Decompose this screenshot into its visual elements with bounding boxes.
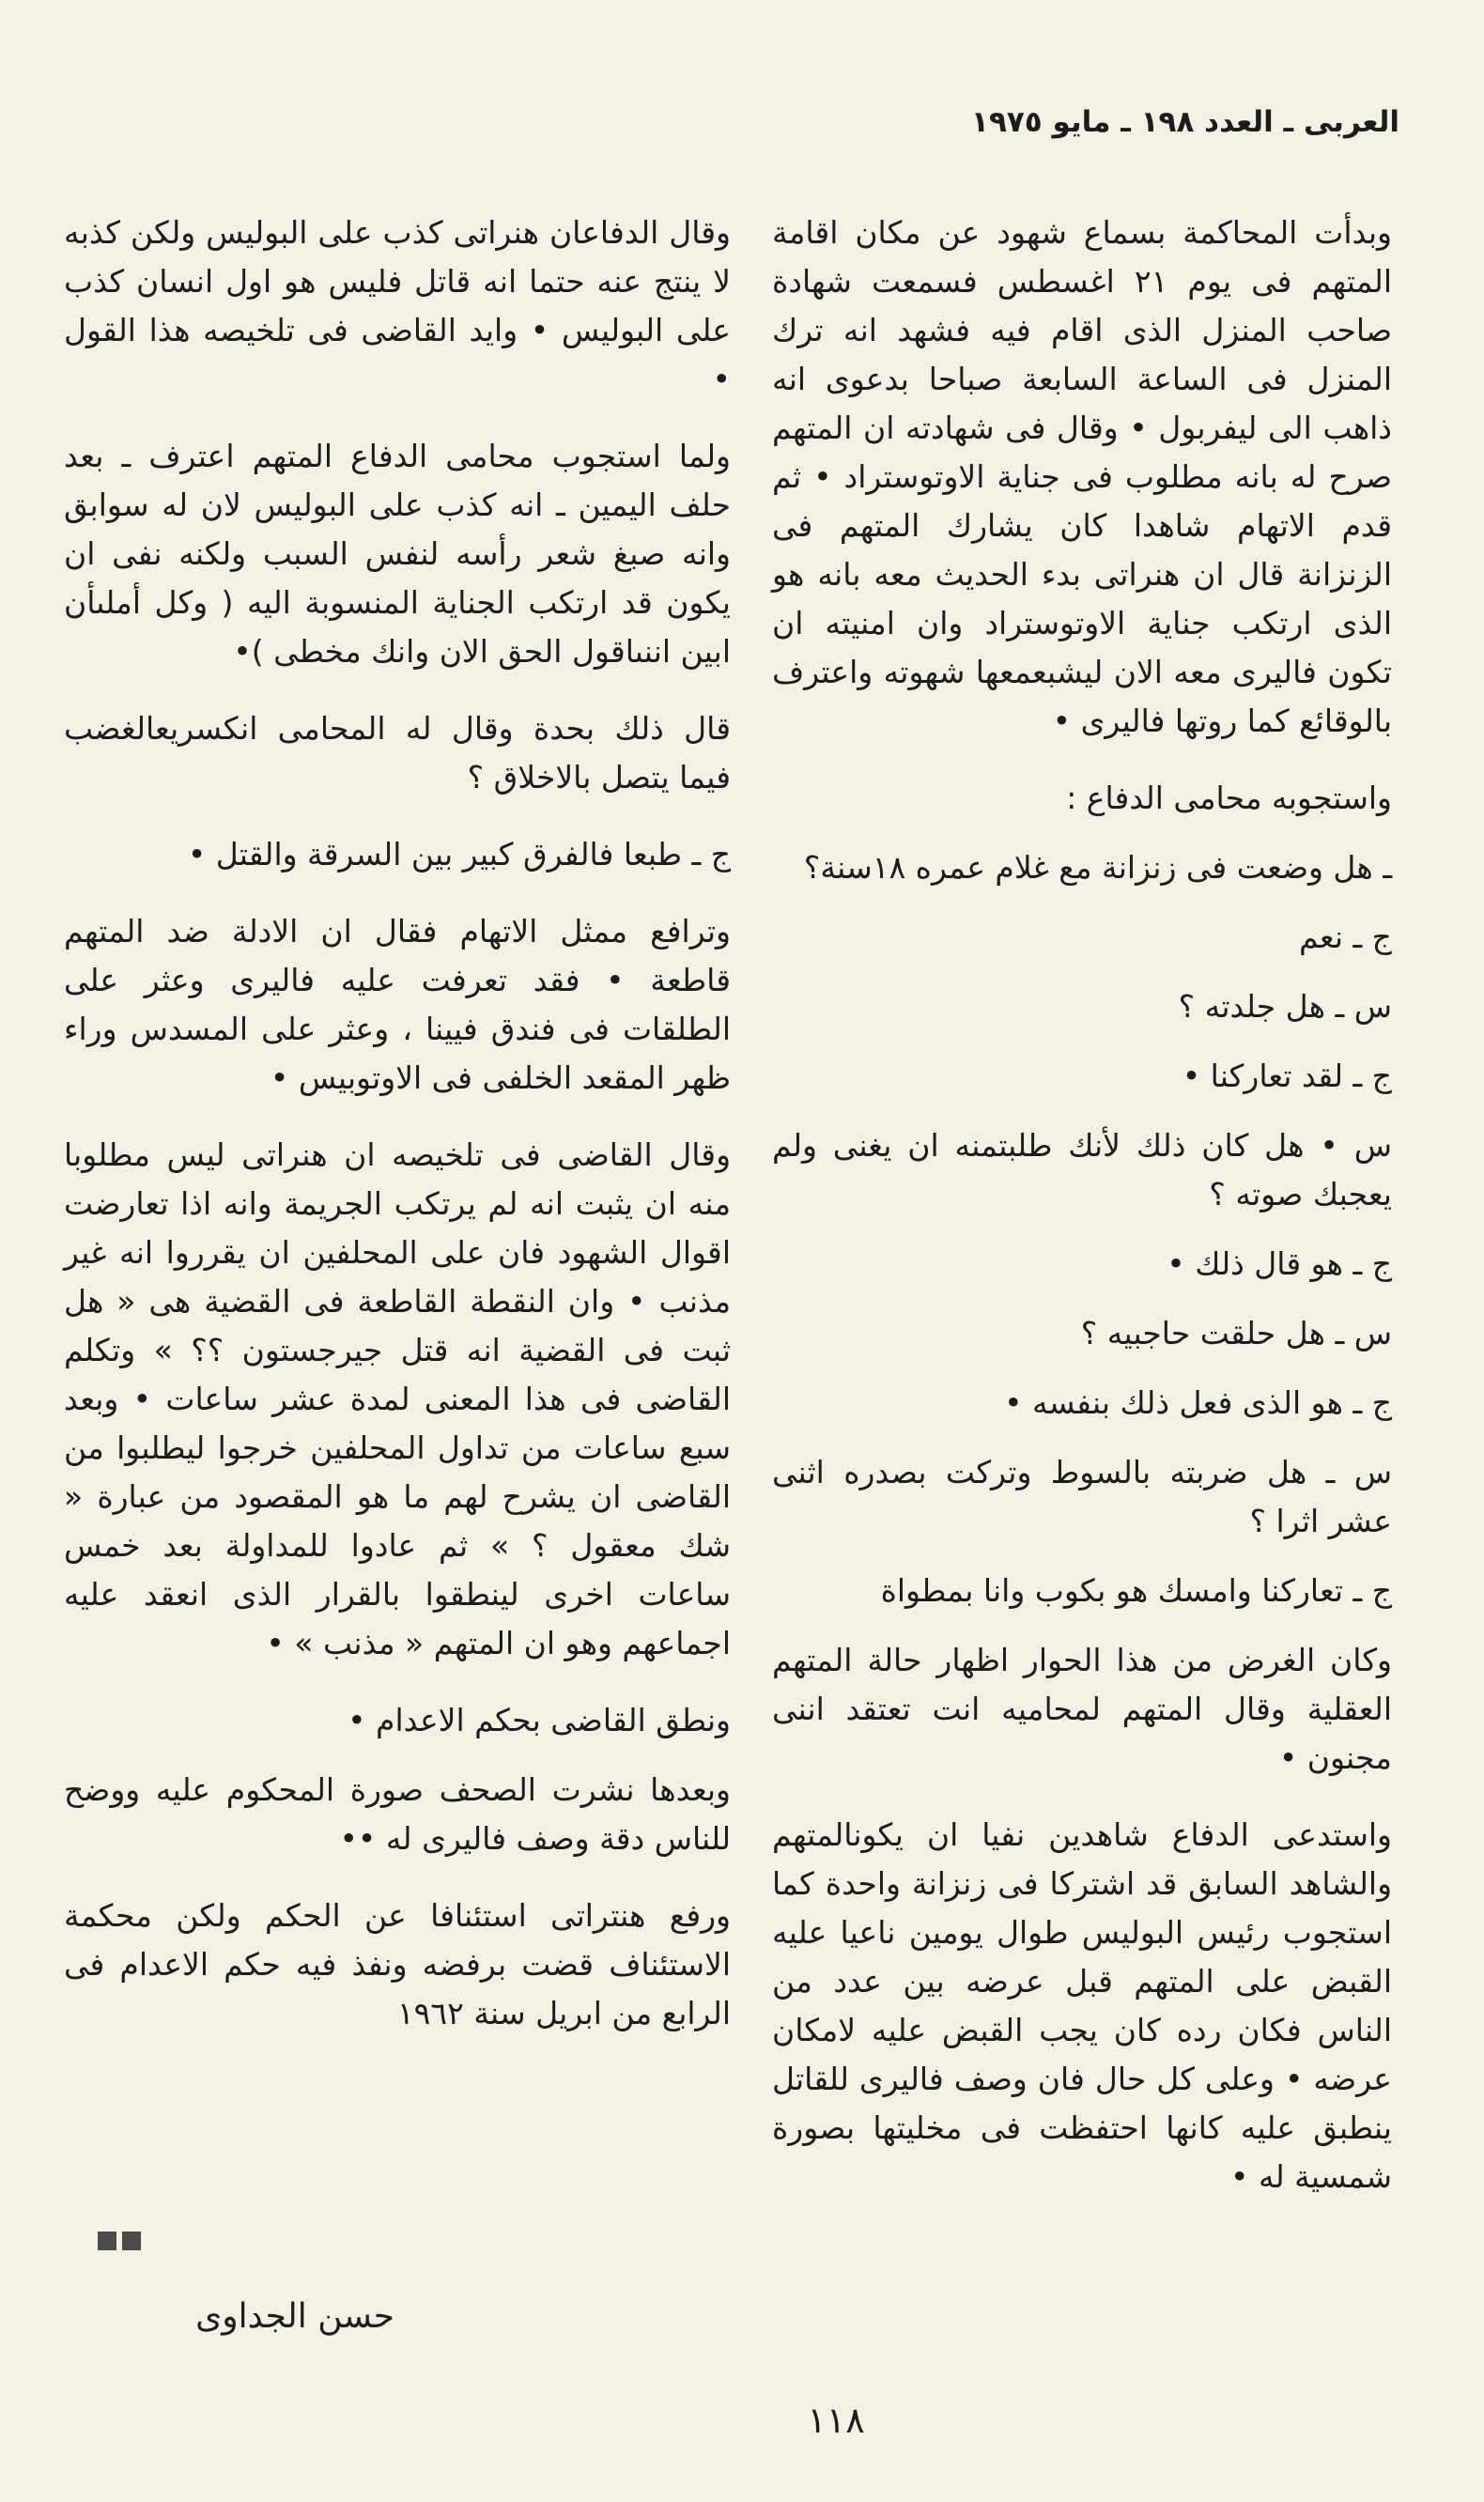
- paragraph: واستجوبه محامى الدفاع :: [1066, 780, 1392, 816]
- dialogue-line: س ـ هل حلقت حاجبيه ؟: [1080, 1315, 1392, 1351]
- paragraph: ونطق القاضى بحكم الاعدام •: [348, 1702, 731, 1738]
- paragraph: وترافع ممثل الاتهام فقال ان الادلة ضد المتهم قاطعة • فقد تعرفت عليه فاليرى وعثر على الطلقات فى فندق فيينا ، وعثر على المسدس وراء ظهر المقعد الخلفى فى الاوتوبيس •: [64, 913, 731, 1096]
- paragraph: وبعدها نشرت الصحف صورة المحكوم عليه ووضح للناس دقة وصف فاليرى له ••: [64, 1771, 731, 1857]
- paragraph: ولما استجوب محامى الدفاع المتهم اعترف ـ بعد حلف اليمين ـ انه كذب على البوليس لان له سوابق وانه صبغ شعر رأسه لنفس السبب ولكنه نفى ان يكون قد ارتكب الجناية المنسوبة اليه ( وكل أملىأن ابين اننىاقول الحق الان وانك مخطى )•: [64, 438, 731, 670]
- dialogue-line: س • هل كان ذلك لأنك طلبتمنه ان يغنى ولم يعجبك صوته ؟: [772, 1127, 1392, 1212]
- paragraph: وقال الدفاعان هنراتى كذب على البوليس ولكن كذبه لا ينتج عنه حتما انه قاتل فليس هو اول انسان كذب على البوليس • وايد القاضى فى تلخيصه هذا القول •: [64, 214, 731, 397]
- dialogue-line: ج ـ تعاركنا وامسك هو بكوب وانا بمطواة: [880, 1572, 1392, 1609]
- dialogue-line: س ـ هل ضربته بالسوط وتركت بصدره اثنى عشر اثرا ؟: [772, 1454, 1392, 1539]
- dialogue-line: ج ـ لقد تعاركنا •: [1182, 1058, 1392, 1094]
- author-signature: حسن الجداوى: [195, 2297, 394, 2336]
- dialogue-line: ج ـ هو الذى فعل ذلك بنفسه •: [1004, 1384, 1392, 1421]
- end-mark-icon: [98, 2232, 141, 2250]
- paragraph: قال ذلك بحدة وقال له المحامى انكسريعالغضب فيما يتصل بالاخلاق ؟: [64, 710, 731, 795]
- paragraph: واستدعى الدفاع شاهدين نفيا ان يكونالمتهم والشاهد السابق قد اشتركا فى زنزانة واحدة كما استجوب رئيس البوليس طوال يومين ناعيا عليه القبض على المتهم قبل عرضه بين عدد من الناس فكان رده كان يجب القبض عليه لامكان عرضه • وعلى كل حال فان وصف فاليرى للقاتل ينطبق عليه كانها احتفظت فى مخليتها بصورة شمسية له •: [772, 1816, 1392, 2195]
- paragraph: وكان الغرض من هذا الحوار اظهار حالة المتهم العقلية وقال المتهم لمحاميه انت تعتقد اننى مجنون •: [772, 1642, 1392, 1776]
- dialogue-line: ج ـ نعم: [1298, 919, 1392, 955]
- dialogue-line: ج ـ هو قال ذلك •: [1167, 1245, 1392, 1282]
- left-column: [64, 208, 731, 2066]
- running-header: العربى ـ العدد ١٩٨ ـ مايو ١٩٧٥: [971, 105, 1399, 139]
- dialogue-line: س ـ هل جلدته ؟: [1178, 988, 1392, 1025]
- dialogue-line: ـ هل وضعت فى زنزانة مع غلام عمره ١٨سنة؟: [803, 849, 1392, 886]
- paragraph: وبدأت المحاكمة بسماع شهود عن مكان اقامة المتهم فى يوم ٢١ اغسطس فسمعت شهادة صاحب المنزل الذى اقام فيه فشهد انه ترك المنزل فى الساعة السابعة صباحا بدعوى انه ذاهب الى ليفربول • وقال فى شهادته ان المتهم صرح له بانه مطلوب فى جناية الاوتوستراد • ثم قدم الاتهام شاهدا كان يشارك المتهم فى الزنزانة قال ان هنراتى بدء الحديث معه بانه هو الذى ارتكب جناية الاوتوستراد وان امنيته ان تكون فاليرى معه الان ليشبعمعها شهوته واعترف بالوقائع كما روتها فاليرى •: [772, 214, 1392, 739]
- paragraph: ورفع هنتراتى استئنافا عن الحكم ولكن محكمة الاستئناف قضت برفضه ونفذ فيه حكم الاعدام فى الرابع من ابريل سنة ١٩٦٢: [64, 1897, 731, 2031]
- right-column: [772, 208, 1392, 2230]
- paragraph: وقال القاضى فى تلخيصه ان هنراتى ليس مطلوبا منه ان يثبت انه لم يرتكب الجريمة وانه اذا تعارضت اقوال الشهود فان على المحلفين ان يقرروا انه غير مذنب • وان النقطة القاطعة فى القضية هى « هل ثبت فى القضية انه قتل جيرجستون ؟؟ » وتكلم القاضى فى هذا المعنى لمدة عشر ساعات • وبعد سبع ساعات من تداول المحلفين خرجوا ليطلبوا من القاضى ان يشرح لهم ما هو المقصود من عبارة « شك معقول ؟ » ثم عادوا للمداولة بعد خمس ساعات اخرى لينطقوا بالقرار الذى انعقد عليه اجماعهم وهو ان المتهم « مذنب » •: [64, 1136, 731, 1661]
- dialogue-line: ج ـ طبعا فالفرق كبير بين السرقة والقتل •: [187, 836, 731, 873]
- page-number: ١١٨: [807, 2400, 865, 2441]
